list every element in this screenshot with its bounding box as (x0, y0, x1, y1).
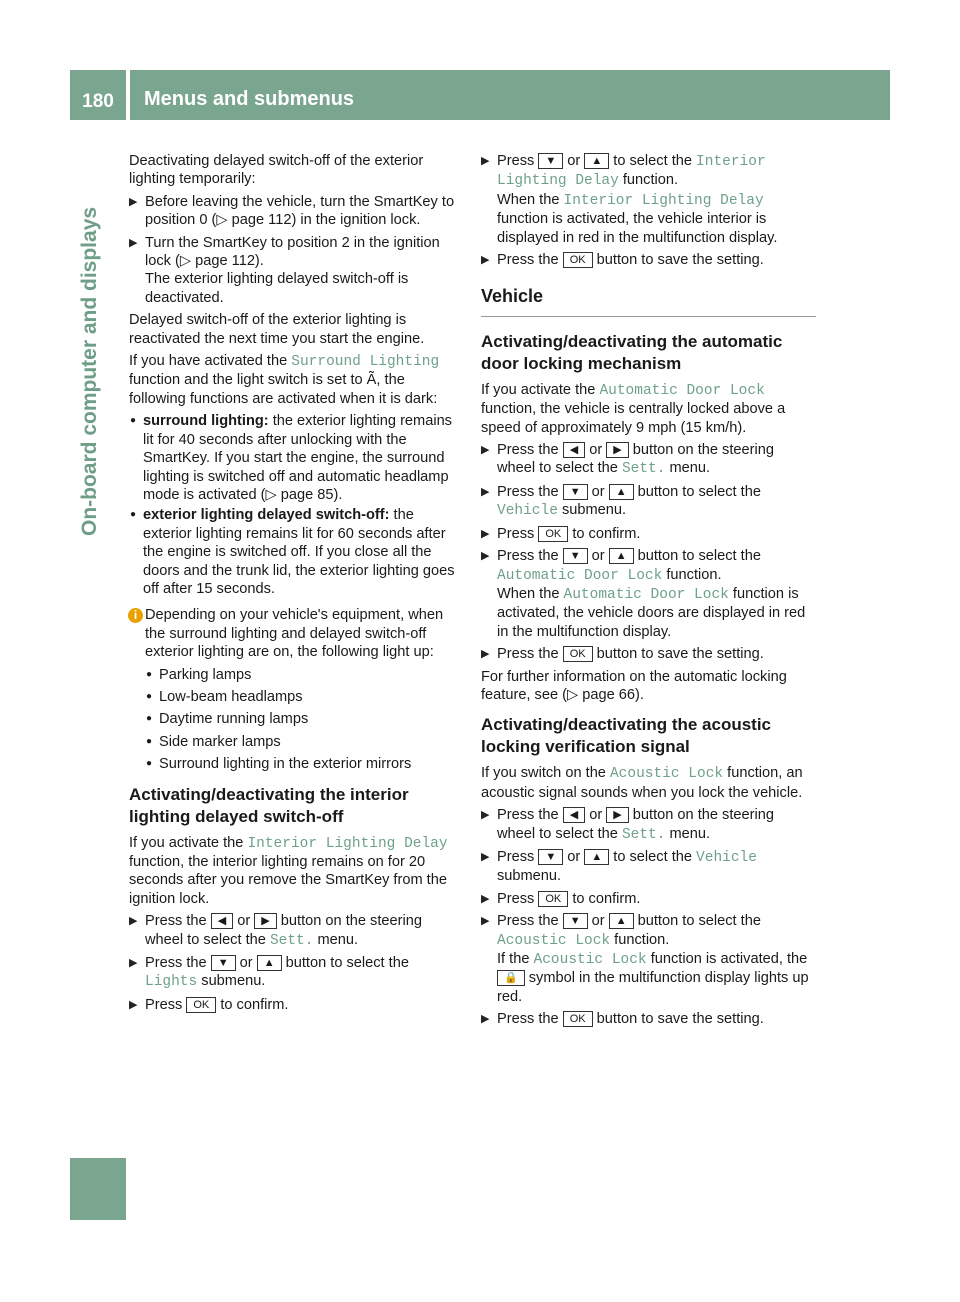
menu-term: Acoustic Lock (609, 766, 724, 783)
section-heading: Vehicle (481, 287, 816, 316)
step-text: Turn the SmartKey to position 2 in the ignition lock (▷ page 112). (145, 234, 440, 270)
step: ▶ Press ▼ or ▲ to select the Interior Lighting Delay function. When the Interior Lighting Delay function is activated, the vehicle interior is displayed in red in the multifunction display. (481, 152, 816, 247)
ok-key: OK (186, 997, 216, 1013)
light-item: ● Parking lamps (145, 666, 464, 684)
text: If you activate the (129, 834, 248, 851)
up-arrow-key: ▲ (584, 153, 609, 169)
sub-heading: Activating/deactivating the automatic door locking mechanism (481, 331, 783, 373)
menu-term: Interior Lighting Delay (247, 835, 448, 852)
down-arrow-key: ▼ (563, 484, 588, 500)
bullet-label: exterior lighting delayed switch-off: (143, 507, 390, 524)
ok-key: OK (563, 252, 593, 268)
up-arrow-key: ▲ (257, 955, 282, 971)
menu-term: Acoustic Lock (533, 952, 647, 968)
info-icon: i (128, 608, 143, 623)
bullet-item (129, 412, 464, 504)
menu-term: Interior Lighting Delay (563, 192, 764, 209)
sub-heading: Activating/deactivating the acoustic locking verification signal (481, 715, 772, 757)
paragraph: If you switch on the Acoustic Lock function, an acoustic signal sounds when you lock the vehicle. (481, 765, 803, 801)
down-arrow-key: ▼ (563, 548, 588, 564)
page-number: 180 (70, 70, 126, 120)
step: ▶ Press the ▼ or ▲ button to select the Vehicle submenu. (481, 483, 816, 521)
step: ▶ Press the ◀ or ▶ button on the steering wheel to select the Sett. menu. (481, 441, 816, 479)
right-column (481, 152, 816, 1033)
down-arrow-key: ▼ (563, 913, 588, 929)
step: ▶ Before leaving the vehicle, turn the SmartKey to position 0 (▷ page 112) in the ignition lock. (129, 193, 464, 230)
paragraph (129, 834, 464, 909)
menu-term: Sett. (621, 461, 666, 478)
ok-key: OK (538, 526, 568, 542)
left-arrow-key: ◀ (563, 807, 585, 823)
right-arrow-key: ▶ (254, 913, 276, 929)
section-marker (70, 1158, 126, 1220)
menu-term: Vehicle (497, 503, 558, 520)
paragraph: If you activate the Automatic Door Lock function, the vehicle is centrally locked above a speed of approximately 9 mph (15 km/h). (481, 381, 786, 436)
menu-term: Lights (145, 974, 198, 991)
menu-term: Automatic Door Lock (497, 567, 663, 584)
menu-term: Sett. (621, 826, 666, 843)
menu-term: Interior Lighting Delay (497, 154, 766, 190)
paragraph (129, 352, 464, 408)
down-arrow-key: ▼ (211, 955, 236, 971)
header-bar (130, 70, 890, 120)
step: ▶ Press the OK button to save the setting. (481, 1010, 816, 1028)
bullet-text: the exterior lighting remains lit for 60 seconds after the engine is switched off. If you close all the doors and the trunk lid, the exterior lighting goes off after 15 seconds. (143, 507, 455, 597)
left-arrow-key: ◀ (563, 442, 585, 458)
light-item: ● Daytime running lamps (145, 710, 464, 728)
section-heading: Activating/deactivating the interior lighting delayed switch-off (129, 784, 409, 826)
step: ▶ Press the ▼ or ▲ button to select the Automatic Door Lock function. When the Automatic Door Lock function is activated, the vehicle doors are displayed in red in the multifunction display. (481, 547, 816, 641)
step: ▶ Press the ▼ or ▲ button to select the Lights submenu. (129, 954, 464, 992)
step: ▶ Press OK to confirm. (481, 525, 816, 543)
info-note (129, 606, 464, 661)
left-arrow-key: ◀ (211, 913, 233, 929)
light-item: ● Low-beam headlamps (145, 688, 464, 706)
light-item: ● Surround lighting in the exterior mirrors (145, 755, 464, 773)
menu-term: Acoustic Lock (497, 932, 611, 949)
step: ▶ Press the ◀ or ▶ button on the steering wheel to select the Sett. menu. (481, 806, 816, 844)
step: ▶ Press ▼ or ▲ to select the Vehicle submenu. (481, 848, 816, 886)
step: ▶ Press the OK button to save the setting. (481, 645, 816, 663)
bullet-label: surround lighting: (143, 413, 269, 430)
left-column (129, 152, 464, 1018)
text: function, the interior lighting remains on for 20 seconds after you remove the SmartKey from the ignition lock. (129, 854, 447, 907)
step: ▶ Press OK to confirm. (129, 996, 464, 1014)
menu-term: Vehicle (696, 849, 757, 866)
lock-icon: 🔒 (497, 970, 525, 986)
step: ▶ Press the ▼ or ▲ button to select the Acoustic Lock function. If the Acoustic Lock function is activated, the 🔒 symbol in the multifunction display lights up red. (481, 912, 816, 1006)
step: ▶ Press the OK button to save the setting. (481, 251, 816, 269)
menu-term: Sett. (269, 932, 314, 949)
paragraph: Delayed switch-off of the exterior lighting is reactivated the next time you start the engine. (129, 312, 425, 347)
up-arrow-key: ▲ (609, 913, 634, 929)
bullet-item (129, 506, 464, 598)
info-text: Depending on your vehicle's equipment, when the surround lighting and delayed switch-off exterior lighting are on, the following light up: (145, 607, 444, 661)
down-arrow-key: ▼ (538, 153, 563, 169)
section-label: On-board computer and displays (78, 206, 101, 536)
paragraph: Deactivating delayed switch-off of the exterior lighting temporarily: (129, 153, 424, 188)
light-item: ● Side marker lamps (145, 733, 464, 751)
up-arrow-key: ▲ (609, 548, 634, 564)
ok-key: OK (563, 646, 593, 662)
up-arrow-key: ▲ (584, 849, 609, 865)
right-arrow-key: ▶ (606, 442, 628, 458)
page-title: Menus and submenus (144, 88, 355, 110)
up-arrow-key: ▲ (609, 484, 634, 500)
bullet-text: the exterior lighting remains lit for 40 seconds after unlocking with the SmartKey. If you start the engine, the surround lighting is switched off and automatic headlamp mode is activated (▷ page 85). (143, 413, 452, 503)
menu-term: Surround Lighting (291, 354, 440, 371)
text: function and the light switch is set to Ã, the following functions are activated when it is dark: (129, 372, 438, 407)
down-arrow-key: ▼ (538, 849, 563, 865)
menu-term: Automatic Door Lock (563, 586, 729, 603)
step-result: The exterior lighting delayed switch-off is deactivated. (145, 271, 409, 306)
right-arrow-key: ▶ (606, 807, 628, 823)
menu-term: Automatic Door Lock (599, 382, 765, 399)
text: If you have activated the (129, 353, 292, 370)
step: ▶ Press OK to confirm. (481, 890, 816, 908)
step (129, 234, 464, 308)
ok-key: OK (538, 891, 568, 907)
paragraph: For further information on the automatic locking feature, see (▷ page 66). (481, 668, 787, 703)
step: ▶ Press the ◀ or ▶ button on the steering wheel to select the Sett. menu. (129, 912, 464, 950)
ok-key: OK (563, 1011, 593, 1027)
